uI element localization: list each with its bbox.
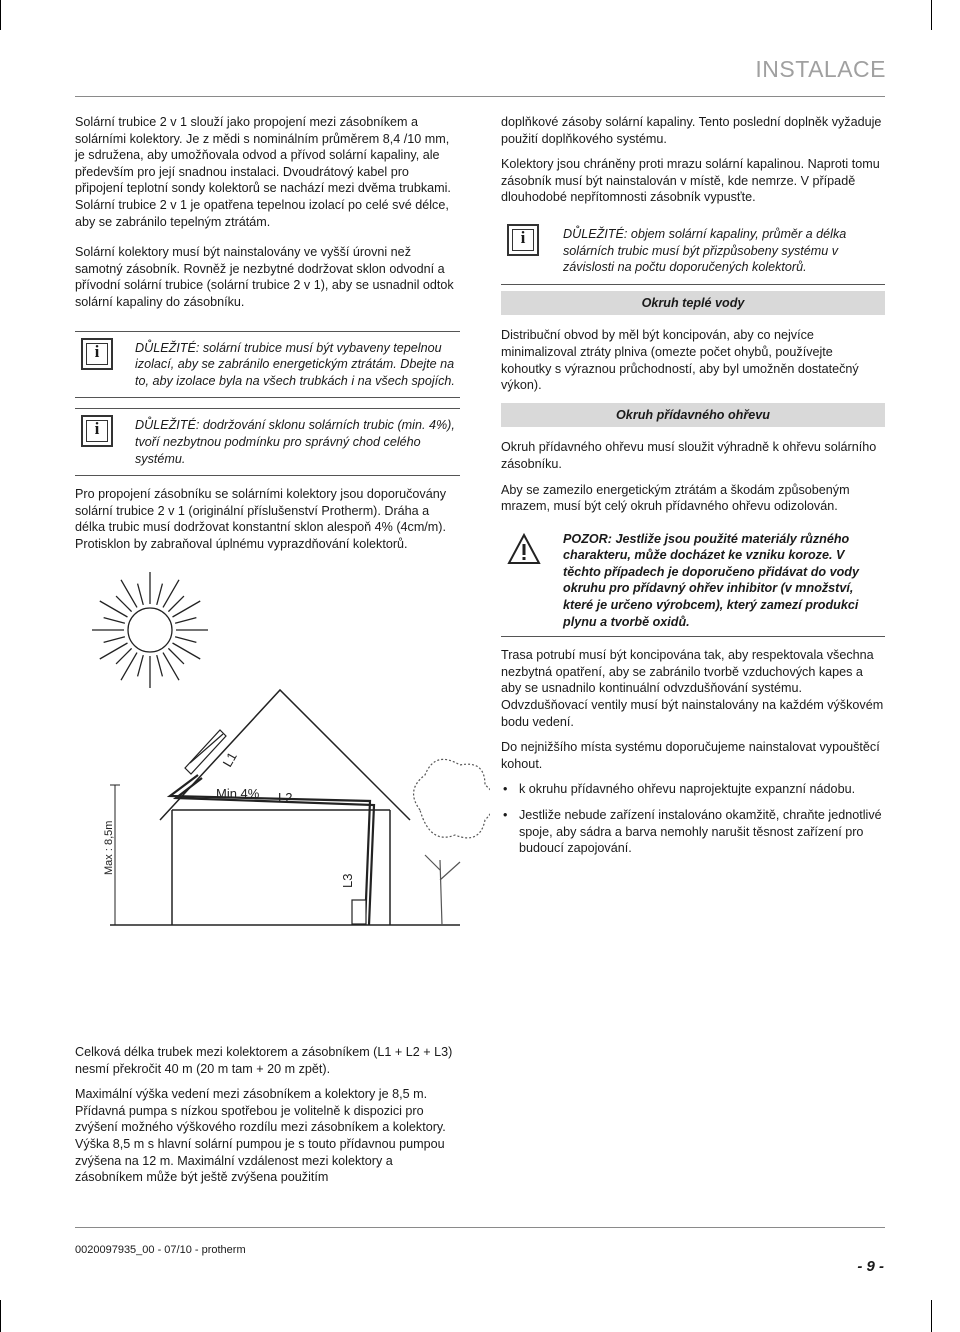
sun-ray (116, 648, 132, 664)
sun-ray (175, 637, 196, 643)
important-note (75, 331, 460, 399)
crop-mark (0, 0, 1, 30)
right-column (501, 114, 885, 866)
warning-icon (507, 533, 541, 565)
sun-ray (138, 584, 144, 605)
caption-block (75, 1044, 460, 1195)
note-text: DŮLEŽITÉ: objem solární kapaliny, průměr a délka solárních trubic musí být přizpůsobeny systému v závislosti na počtu doporučených kolektorů. (563, 226, 847, 275)
label-l1: L1 (219, 749, 240, 770)
sun-ray (157, 584, 163, 605)
left-column (75, 114, 460, 561)
label-min-slope: Min 4% (216, 786, 260, 801)
crop-mark (931, 0, 932, 30)
header-rule (75, 96, 885, 97)
list-item: • Jestliže nebude zařízení instalováno okamžitě, chraňte jednotlivé spoje, aby sádra a barva nemohly narušit těsnost zařízení pro budoucí zapojování. (501, 807, 885, 857)
solar-collector (185, 730, 226, 774)
sun-ray (116, 596, 132, 612)
sun-ray (104, 618, 125, 624)
section-heading: Okruh přídavného ohřevu (501, 403, 885, 428)
paragraph: Solární kolektory musí být nainstalovány ve vyšší úrovni než samotný zásobník. Rovněž je nezbytné dodržovat sklon odvodní a přívodní solární trubice (solární trubice 2 v 1), aby se usnadnil odtok solární kapaliny do zásobníku. (75, 245, 454, 309)
info-icon: i (507, 224, 539, 256)
footer-rule (75, 1227, 885, 1228)
info-icon: i (81, 338, 113, 370)
label-l3: L3 (340, 873, 355, 888)
sun-ray (138, 655, 144, 676)
tree-icon (414, 759, 490, 925)
sun-ray (157, 655, 163, 676)
paragraph: Kolektory jsou chráněny proti mrazu solární kapalinou. Naproti tomu zásobník musí být nainstalován v místě, kde nemrze. V případě dlouhodobé nepřítomnosti zásobník vypusťte. (501, 157, 880, 205)
house-diagram (90, 570, 490, 990)
paragraph: Maximální výška vedení mezi zásobníkem a kolektory je 8,5 m. Přídavná pumpa s nízkou spotřebou je volitelně k dispozici pro zvýšení možného výškového rozdílu mezi zásobníkem a kolektory. Výška 8,5 m s hlavní solární pumpou je s touto přídavnou pumpou zvýšena na 12 m. Maximální vzdálenost mezi kolektory a zásobníkem může být ještě zvýšena použitím (75, 1087, 446, 1185)
paragraph: Celková délka trubek mezi kolektorem a zásobníkem (L1 + L2 + L3) nesmí překročit 40 m (20 m tam + 20 m zpět). (75, 1045, 453, 1076)
bullet-list (501, 781, 885, 856)
installation-diagram (90, 570, 490, 990)
page-header-title: INSTALACE (755, 56, 886, 82)
paragraph: Okruh přídavného ohřevu musí sloužit výhradně k ohřevu solárního zásobníku. (501, 440, 877, 471)
sun-ray (168, 648, 184, 664)
list-item: • k okruhu přídavného ohřevu naprojektujte expanzní nádobu. (501, 781, 885, 798)
sun-ray (104, 637, 125, 643)
paragraph: Do nejnižšího místa systému doporučujeme nainstalovat vypouštěcí kohout. (501, 740, 880, 771)
house-outline (110, 690, 460, 925)
paragraph: Trasa potrubí musí být koncipována tak, aby respektovala všechna nezbytná opatření, aby se zabránilo tvorbě vzduchových kapes a aby se usnadnilo kontinuální odvzdušňování systému. Odvzdušňovací ventily musí být nainstalovány na každém výškovém bodu vedení. (501, 648, 884, 729)
crop-mark (0, 1300, 1, 1332)
sun-ray (168, 596, 184, 612)
section-heading: Okruh teplé vody (501, 291, 885, 316)
paragraph: Pro propojení zásobníku se solárními kolektory jsou doporučovány solární trubice 2 v 1 (originální příslušenství Protherm). Dráha a délka trubic musí dodržovat konstantní sklon alespoň 4% (4cm/m). Protisklon by zabraňoval úplnému vyprazdňování kolektorů. (75, 487, 447, 551)
label-max-height: Max : 8,5m (103, 820, 115, 875)
note-text: DŮLEŽITÉ: solární trubice musí být vybaveny tepelnou izolací, aby se zabránilo energetickým ztrátám. Dbejte na to, aby izolace byla na všech trubkách i na všech spojích. (135, 340, 455, 388)
sun-ray (175, 618, 196, 624)
info-icon: i (81, 415, 113, 447)
important-note (501, 218, 885, 285)
paragraph: Solární trubice 2 v 1 slouží jako propojení mezi zásobníkem a solárními kolektory. Je z mědi s nominálním průměrem 8,4 /10 mm, je sdružena, aby umožňovala odvod a přívod solární kapaliny, ale především pro její snadnou instalaci. Dvoudrátový kabel pro připojení teplotní sondy kolektorů se nachází mezi dvěma trubkami. Solární trubice 2 v 1 je opatřena tepelnou izolací po celé své délce, aby se zabránilo tepelným ztrátám. (75, 115, 451, 229)
note-text: DŮLEŽITÉ: dodržování sklonu solárních trubic (min. 4%), tvoří nezbytnou podmínku pro správný chod celého systému. (135, 418, 455, 466)
warning-note (501, 529, 885, 638)
page-number: - 9 - (857, 1258, 884, 1275)
sun-icon (92, 572, 208, 688)
warning-text: POZOR: Jestliže jsou použité materiály různého charakteru, může docházet ke vzniku koroze. V těchto případech je doporučeno přidávat do vody okruhu pro přídavný ohřev inhibitor (v množství, které je určeno výrobcem), který zamezí produkci plynu a tvorbě oxidů. (563, 531, 859, 629)
crop-mark (931, 1300, 932, 1332)
solar-pipe (170, 775, 374, 925)
paragraph: doplňkové zásoby solární kapaliny. Tento poslední doplněk vyžaduje použití doplňkového systému. (501, 115, 882, 146)
document-code: 0020097935_00 - 07/10 - protherm (75, 1244, 246, 1256)
storage-tank (352, 900, 366, 924)
paragraph: Aby se zamezilo energetickým ztrátám a škodám způsobeným mrazem, musí být celý okruh přídavného ohřevu odizolován. (501, 482, 850, 514)
paragraph: Distribuční obvod by měl být koncipován, aby co nejvíce minimalizoval ztráty plniva (omezte počet ohybů, používejte kohoutky s výraznou průchodností, aby byl umožněn dostatečný výkon). (501, 328, 859, 393)
important-note (75, 408, 460, 476)
label-l2: L2 (278, 790, 293, 805)
